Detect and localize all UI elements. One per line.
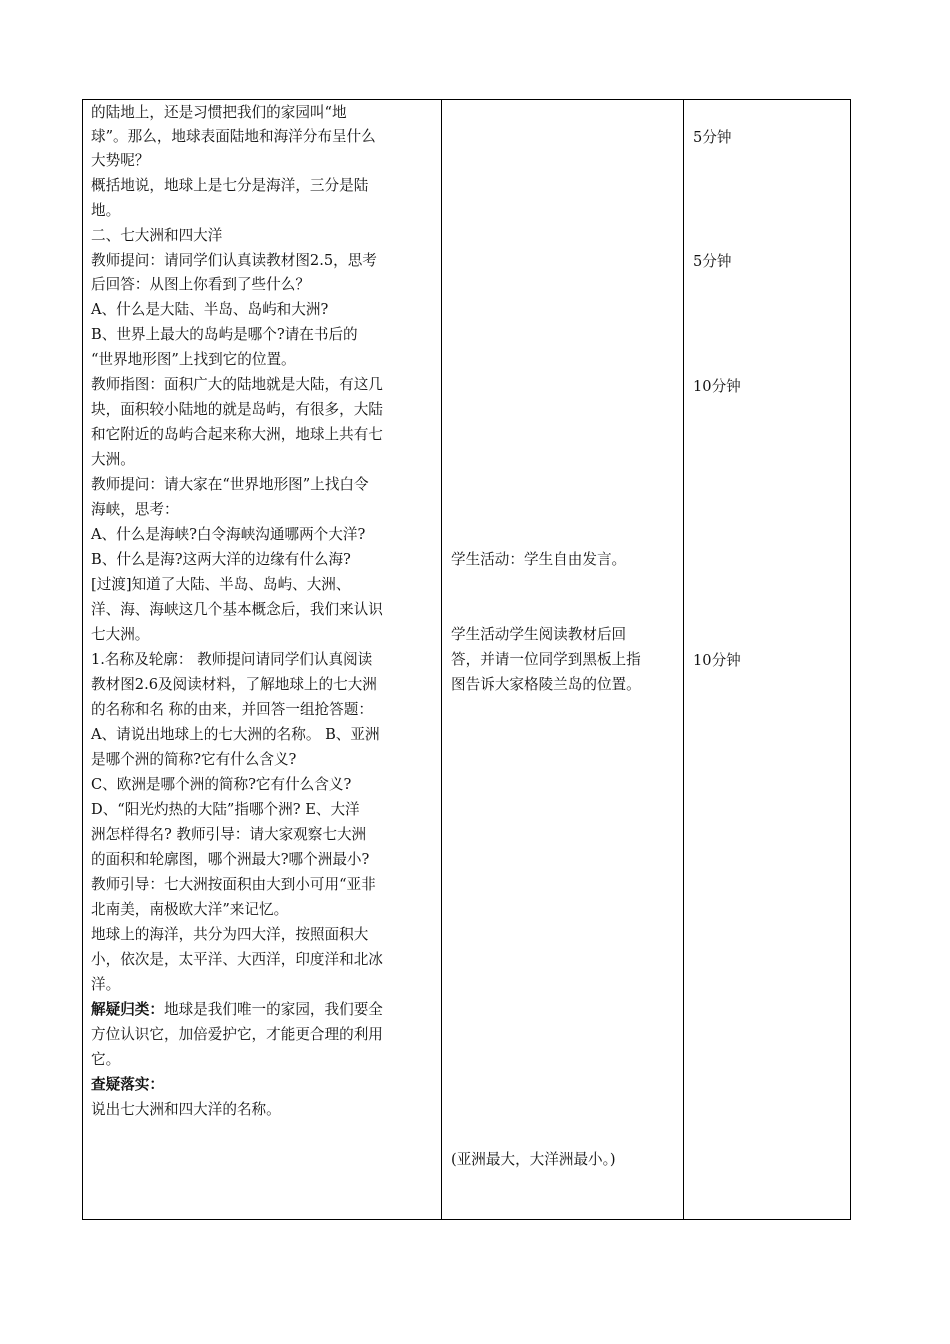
text-line: 的面积和轮廓图，哪个洲最大?哪个洲最小? (91, 851, 370, 868)
text-line: C、欧洲是哪个洲的简称?它有什么含义? (91, 776, 352, 793)
text-line: B、什么是海?这两大洋的边缘有什么海? (91, 551, 351, 568)
text-line: [过渡]知道了大陆、半岛、岛屿、大洲、 (91, 576, 351, 593)
time-label: 5分钟 (693, 129, 732, 146)
text-line: 洋、海、海峡这几个基本概念后，我们来认识 (91, 601, 383, 618)
answer-note: (亚洲最大，大洋洲最小。) (451, 1151, 616, 1168)
text-line: 大势呢？ (91, 152, 150, 169)
text-line: 的名称和名 称的由来，并回答一组抢答题： (91, 701, 373, 718)
summary-label: 查疑落实： (91, 1076, 164, 1093)
text-line: 教师提问：请大家在“世界地形图”上找白令 (91, 476, 369, 493)
text-line: B、世界上最大的岛屿是哪个?请在书后的 (91, 326, 358, 343)
summary-text: 地球是我们唯一的家园，我们要全 (163, 1001, 383, 1018)
time-label: 10分钟 (693, 652, 741, 669)
column-divider (441, 100, 442, 1219)
text-line: 说出七大洲和四大洋的名称。 (91, 1101, 281, 1118)
text-line: 教师引导：七大洲按面积由大到小可用“亚非 (91, 876, 376, 893)
text-line: 和它附近的岛屿合起来称大洲，地球上共有七 (91, 426, 383, 443)
summary-line (91, 1000, 383, 1020)
student-activity-text: 学生活动学生阅读教材后回 (451, 626, 627, 643)
text-line: 是哪个洲的简称?它有什么含义? (91, 751, 297, 768)
text-line: 概括地说，地球上是七分是海洋，三分是陆 (91, 177, 369, 194)
text-line: 它。 (91, 1051, 121, 1068)
text-line: 球”。那么，地球表面陆地和海洋分布呈什么 (91, 128, 376, 145)
text-line: 七大洲。 (91, 626, 150, 643)
summary-label: 解疑归类： (91, 1001, 164, 1018)
student-activity-text: 学生活动：学生自由发言。 (451, 551, 627, 568)
text-line: “世界地形图”上找到它的位置。 (91, 351, 296, 368)
lesson-table (82, 99, 851, 1220)
text-line: 大洲。 (91, 451, 135, 468)
text-line: 1.名称及轮廓： 教师提问请同学们认真阅读 (91, 651, 373, 668)
text-line: A、请说出地球上的七大洲的名称。 B、亚洲 (91, 726, 380, 743)
text-line: 教师指图：面积广大的陆地就是大陆，有这几 (91, 376, 383, 393)
text-line: 地球上的海洋，共分为四大洋，按照面积大 (91, 926, 369, 943)
text-line: 方位认识它，加倍爱护它，才能更合理的利用 (91, 1026, 383, 1043)
student-activity-text: 答，并请一位同学到黑板上指 (451, 651, 641, 668)
column-divider (683, 100, 684, 1219)
text-line: 块，面积较小陆地的就是岛屿，有很多，大陆 (91, 401, 383, 418)
text-line: 的陆地上，还是习惯把我们的家园叫“地 (91, 104, 347, 121)
text-line: 洲怎样得名? 教师引导：请大家观察七大洲 (91, 826, 367, 843)
student-activity-text: 图告诉大家格陵兰岛的位置。 (451, 676, 641, 693)
text-line: D、“阳光灼热的大陆”指哪个洲? E、大洋 (91, 801, 360, 818)
text-line: 教材图2.6及阅读材料，了解地球上的七大洲 (91, 676, 377, 693)
text-line: 地。 (91, 202, 121, 219)
text-line: 海峡，思考： (91, 501, 179, 518)
time-label: 10分钟 (693, 378, 741, 395)
text-line: A、什么是大陆、半岛、岛屿和大洲? (91, 301, 329, 318)
text-line: 小，依次是，太平洋、大西洋，印度洋和北冰 (91, 951, 383, 968)
text-line: 后回答：从图上你看到了些什么？ (91, 276, 310, 293)
time-label: 5分钟 (693, 253, 732, 270)
text-line: 洋。 (91, 976, 121, 993)
text-line: A、什么是海峡?白令海峡沟通哪两个大洋? (91, 526, 366, 543)
text-line: 教师提问：请同学们认真读教材图2.5，思考 (91, 252, 377, 269)
text-line: 北南美，南极欧大洋”来记忆。 (91, 901, 289, 918)
section-heading: 二、七大洲和四大洋 (91, 227, 223, 244)
